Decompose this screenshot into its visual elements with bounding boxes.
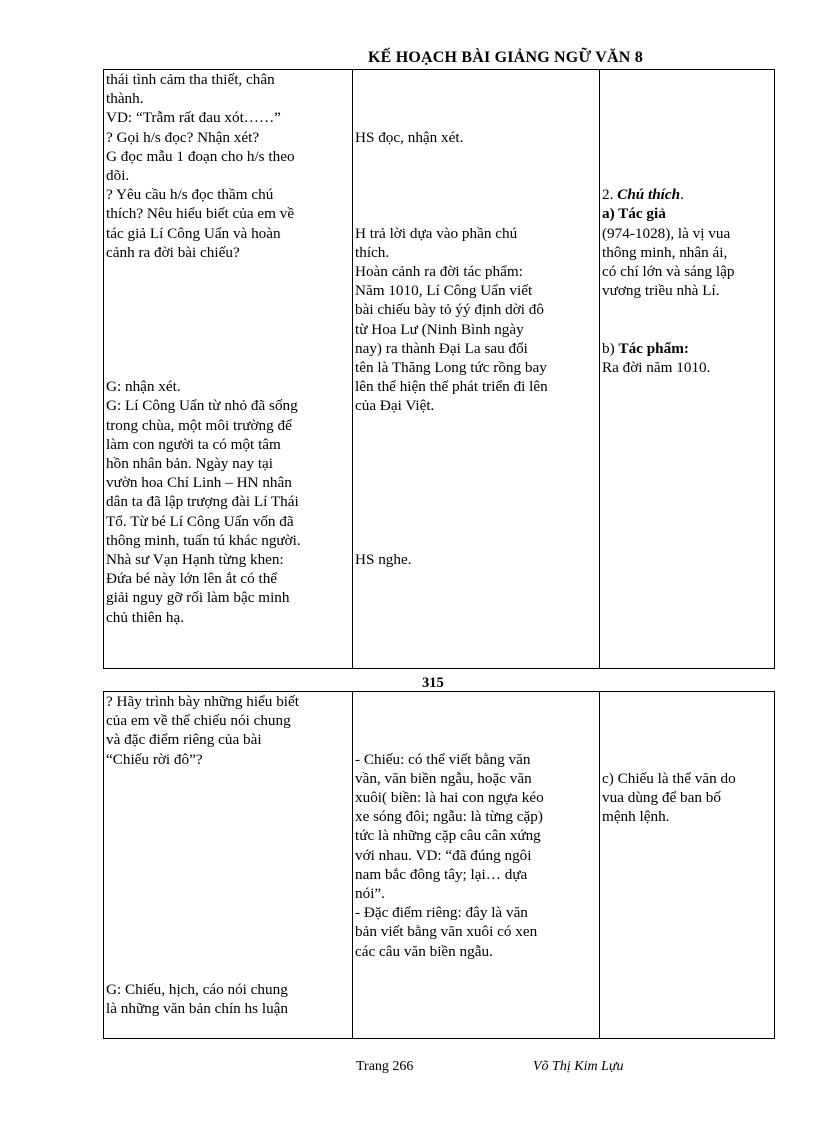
text-line: - Đặc điểm riêng: đây là văn	[355, 904, 528, 922]
lesson-table-upper	[103, 69, 775, 669]
text-line: chủ thiên hạ.	[106, 608, 185, 626]
text-line	[106, 826, 350, 845]
table-row	[104, 692, 775, 1039]
table-row	[104, 70, 775, 669]
text-line: - Chiếu: có thể viết bằng văn	[355, 750, 531, 768]
text-line	[106, 339, 350, 358]
page-header-title: KẾ HOẠCH BÀI GIẢNG NGỮ VĂN 8	[368, 49, 643, 66]
text-line	[106, 769, 350, 788]
text-line: cảnh ra đời bài chiếu?	[106, 243, 240, 261]
text-line	[106, 358, 350, 377]
text-line	[355, 416, 597, 435]
text-line: Hoàn cảnh ra đời tác phẩm:	[355, 262, 523, 280]
text-line: xe sóng đôi; ngẫu: là từng cặp)	[355, 808, 543, 826]
text-line: “Chiếu rời đô”?	[106, 750, 203, 768]
text-line	[355, 454, 597, 473]
text-line	[355, 147, 597, 166]
text-line: các câu văn biền ngẫu.	[355, 942, 493, 960]
text-line	[602, 730, 772, 749]
text-line: Nhà sư Vạn Hạnh từng khen:	[106, 550, 284, 568]
author-heading: a) Tác giả	[602, 205, 666, 223]
text-line	[106, 281, 350, 300]
text-line: trong chùa, một môi trường để	[106, 416, 292, 434]
text-line: G: nhận xét.	[106, 378, 181, 396]
student-activity-cell	[353, 70, 600, 669]
text-line: vương triều nhà Lí.	[602, 282, 720, 300]
text-line: từ Hoa Lư (Ninh Bình ngày	[355, 320, 524, 338]
footer-page-number: Trang 266	[356, 1059, 414, 1074]
text-line	[355, 692, 597, 711]
text-line	[355, 492, 597, 511]
text-line	[355, 185, 597, 204]
text-line: mệnh lệnh.	[602, 808, 670, 826]
text-line: HS đọc, nhận xét.	[355, 128, 464, 146]
text-line	[355, 511, 597, 530]
text-line	[106, 320, 350, 339]
text-line: thích.	[355, 243, 390, 261]
text-line: bản viết bằng văn xuôi có xen	[355, 923, 538, 941]
text-line	[106, 300, 350, 319]
text-line: bài chiếu bày tỏ ýý định dời đô	[355, 301, 544, 319]
text-line: giải nguy gỡ rối làm bậc minh	[106, 589, 290, 607]
text-line: H trả lời dựa vào phần chú	[355, 224, 518, 242]
text-line: nam bắc đông tây; lại… dựa	[355, 865, 528, 883]
page-marker: 315	[422, 675, 444, 691]
text-line: thông minh, nhân ái,	[602, 243, 728, 261]
student-activity-cell	[353, 692, 600, 1039]
text-line	[106, 807, 350, 826]
content-cell	[600, 70, 775, 669]
text-line: G đọc mẫu 1 đoạn cho h/s theo	[106, 147, 295, 165]
text-line: tên là Thăng Long tức rồng bay	[355, 358, 547, 376]
text-line: với nhau. VD: “đã đúng ngôi	[355, 846, 532, 864]
section-heading: 2. Chú thích.	[602, 186, 684, 204]
text-line: và đặc điểm riêng của bài	[106, 731, 262, 749]
text-line	[106, 942, 350, 961]
text-line: nói”.	[355, 884, 385, 902]
text-line	[355, 435, 597, 454]
text-line: hồn nhân bản. Ngày nay tại	[106, 454, 274, 472]
text-line: dân ta đã lập trượng đài Lí Thái	[106, 493, 299, 511]
text-line: thông minh, tuấn tú khác người.	[106, 531, 301, 549]
text-line: ? Hãy trình bày những hiểu biết	[106, 693, 299, 710]
text-line: làm con người ta có một tâm	[106, 435, 281, 453]
text-line	[106, 884, 350, 903]
text-line: lên thể hiện thế phát triển đi lên	[355, 378, 548, 396]
text-line	[355, 531, 597, 550]
text-line	[106, 846, 350, 865]
text-line	[355, 108, 597, 127]
text-line	[106, 922, 350, 941]
content-cell	[600, 692, 775, 1039]
text-line	[106, 788, 350, 807]
text-line	[106, 262, 350, 281]
work-heading: b) Tác phẩm:	[602, 339, 689, 357]
text-line: thái tình cảm tha thiết, chân	[106, 71, 275, 88]
text-line	[106, 903, 350, 922]
text-line	[106, 961, 350, 980]
text-line: có chí lớn và sáng lập	[602, 262, 735, 280]
text-line	[355, 166, 597, 185]
text-line: ? Yêu cầu h/s đọc thầm chú	[106, 186, 274, 204]
text-line: nay) ra thành Đại La sau đổi	[355, 339, 528, 357]
text-line	[602, 692, 772, 711]
text-line	[106, 865, 350, 884]
text-line: G: Chiếu, hịch, cáo nói chung	[106, 980, 288, 998]
text-line: Năm 1010, Lí Công Uẩn viết	[355, 282, 533, 300]
teacher-activity-cell	[104, 70, 353, 669]
text-line: xuôi( biền: là hai con ngựa kéo	[355, 788, 544, 806]
text-line: của em về thể chiếu nói chung	[106, 712, 291, 730]
text-line: G: Lí Công Uẩn từ nhỏ đã sống	[106, 397, 298, 415]
text-line: VD: “Trẫm rất đau xót……”	[106, 109, 281, 127]
footer-author: Võ Thị Kim Lựu	[533, 1059, 624, 1074]
text-line: vần, văn biền ngẫu, hoặc văn	[355, 769, 532, 787]
text-line: dõi.	[106, 167, 130, 185]
text-line: Đứa bé này lớn lên ắt có thể	[106, 570, 278, 588]
text-line: của Đại Việt.	[355, 397, 435, 415]
text-line: (974-1028), là vị vua	[602, 224, 731, 242]
text-line: Tổ. Từ bé Lí Công Uẩn vốn đã	[106, 512, 294, 530]
text-line	[355, 730, 597, 749]
text-line: vườn hoa Chí Linh – HN nhân	[106, 474, 292, 492]
text-line	[602, 750, 772, 769]
text-line: vua dùng để ban bố	[602, 788, 721, 806]
text-line: là những văn bản chín hs luận	[106, 1000, 289, 1018]
text-line: thành.	[106, 90, 144, 108]
text-line	[355, 89, 597, 108]
text-line: tức là những cặp câu cân xứng	[355, 827, 541, 845]
text-line	[602, 711, 772, 730]
text-line: HS nghe.	[355, 550, 412, 568]
text-line: ? Gọi h/s đọc? Nhận xét?	[106, 128, 260, 146]
text-line: c) Chiếu là thể văn do	[602, 769, 736, 787]
text-line	[355, 204, 597, 223]
lesson-table-lower	[103, 691, 775, 1039]
text-line: tác giả Lí Công Uẩn và hoàn	[106, 224, 281, 242]
text-line: Ra đời năm 1010.	[602, 358, 711, 376]
text-line	[355, 473, 597, 492]
text-line	[355, 70, 597, 89]
text-line	[355, 711, 597, 730]
text-line: thích? Nêu hiểu biết của em về	[106, 205, 295, 223]
teacher-activity-cell	[104, 692, 353, 1039]
